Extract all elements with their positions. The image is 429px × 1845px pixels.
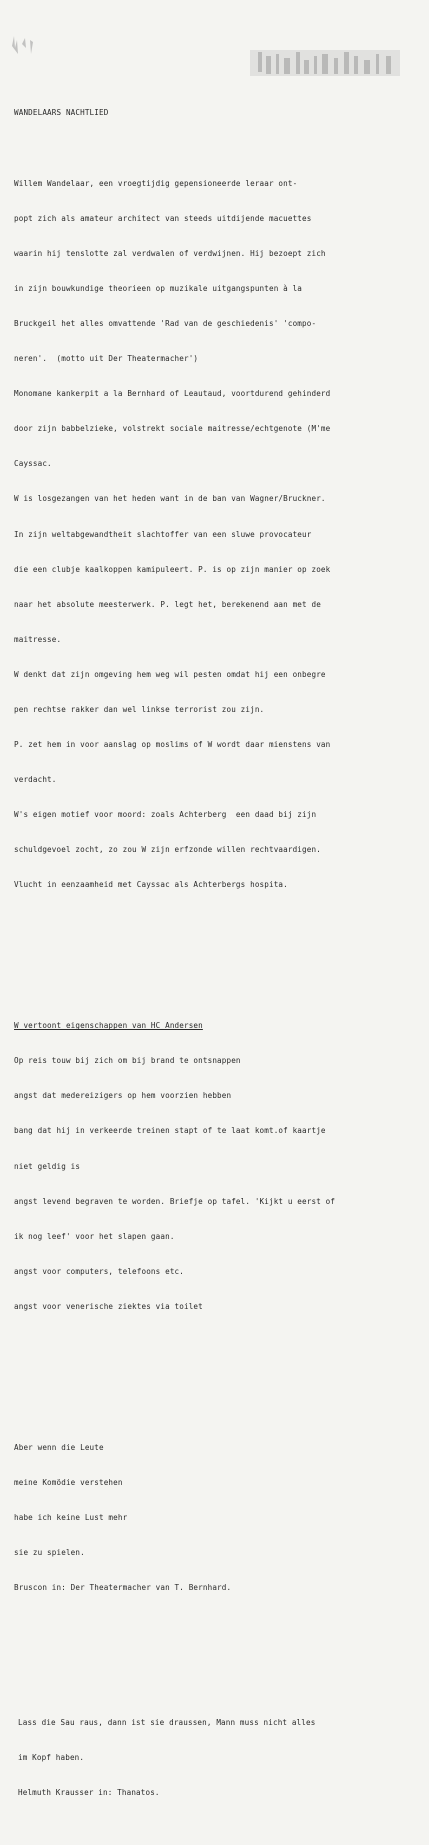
text-line: meine Komödie verstehen [14, 1477, 123, 1487]
text-line: Aber wenn die Leute [14, 1442, 104, 1452]
text-line: Monomane kankerpit a la Bernhard of Leautaud, voortdurend gehinderd [14, 389, 331, 399]
text-line: bang dat hij in verkeerde treinen stapt of te laat komt.of kaartje [14, 1126, 326, 1136]
text-line: Lass die Sau raus, dann ist sie draussen, Mann muss nicht alles [18, 1717, 316, 1727]
section-andersen-traits [14, 997, 424, 1336]
text-line: W's eigen motief voor moord: zoals Achterberg een daad bij zijn [14, 810, 317, 820]
ink-smudge-marks [0, 0, 429, 70]
text-line: naar het absolute meesterwerk. P. legt het, berekenend aan met de [14, 599, 321, 609]
text-line: In zijn weltabgewandtheit slachtoffer van een sluwe provocateur [14, 529, 312, 539]
quote-bernhard [14, 1418, 424, 1617]
text-line: W is losgezangen van het heden want in de ban van Wagner/Bruckner. [14, 494, 326, 504]
quote-krausser [14, 1693, 424, 1822]
text-line: sie zu spielen. [14, 1547, 85, 1557]
text-line: schuldgevoel zocht, zo zou W zijn erfzonde willen rechtvaardigen. [14, 845, 321, 855]
text-line: angst dat medereizigers op hem voorzien hebben [14, 1091, 232, 1101]
text-line: maitresse. [14, 634, 62, 644]
spacer [14, 1652, 424, 1658]
text-line: neren'. (motto uit Der Theatermacher') [14, 354, 199, 364]
section-plot-summary [14, 154, 424, 914]
text-line: pen rechtse rakker dan wel linkse terrorist zou zijn. [14, 705, 265, 715]
text-line: niet geldig is [14, 1161, 81, 1171]
text-line: Willem Wandelaar, een vroegtijdig gepensioneerde leraar ont- [14, 178, 298, 188]
text-line: Helmuth Krausser in: Thanatos. [18, 1787, 160, 1797]
text-line: popt zich als amateur architect van steeds uitdijende macuettes [14, 213, 312, 223]
text-line: waarin hij tenslotte zal verdwalen of verdwijnen. Hij bezoept zich [14, 248, 326, 258]
text-line: door zijn babbelzieke, volstrekt sociale maitresse/echtgenote (M'me [14, 424, 331, 434]
text-line: Vlucht in eenzaamheid met Cayssac als Achterbergs hospita. [14, 880, 288, 890]
text-line: Cayssac. [14, 459, 52, 469]
text-line: in zijn bouwkundige theorieen op muzikale uitgangspunten à la [14, 283, 303, 293]
text-line: im Kopf haben. [18, 1752, 85, 1762]
spacer [14, 1371, 424, 1383]
text-line: Bruscon in: Der Theatermacher van T. Bernhard. [14, 1583, 232, 1593]
text-line: ik nog leef' voor het slapen gaan. [14, 1231, 175, 1241]
typed-text-block [14, 84, 424, 1845]
text-line: Op reis touw bij zich om bij brand te ontsnappen [14, 1056, 241, 1066]
text-line: P. zet hem in voor aanslag op moslims of W wordt daar mienstens van [14, 740, 331, 750]
text-line: verdacht. [14, 775, 57, 785]
text-line: W vertoont eigenschappen van HC Andersen [14, 1021, 203, 1031]
text-line: habe ich keine Lust mehr [14, 1512, 128, 1522]
text-line: W denkt dat zijn omgeving hem weg wil pesten omdat hij een onbegre [14, 669, 326, 679]
text-line: angst voor venerische ziektes via toilet [14, 1301, 203, 1311]
spacer [14, 950, 424, 962]
text-line: angst voor computers, telefoons etc. [14, 1266, 184, 1276]
text-line: angst levend begraven te worden. Briefje op tafel. 'Kijkt u eerst of [14, 1196, 336, 1206]
document-title: WANDELAARS NACHTLIED [14, 108, 109, 118]
text-line: Bruckgeil het alles omvattende 'Rad van de geschiedenis' 'compo- [14, 318, 317, 328]
text-line: die een clubje kaalkoppen kamipuleert. P. is op zijn manier op zoek [14, 564, 331, 574]
